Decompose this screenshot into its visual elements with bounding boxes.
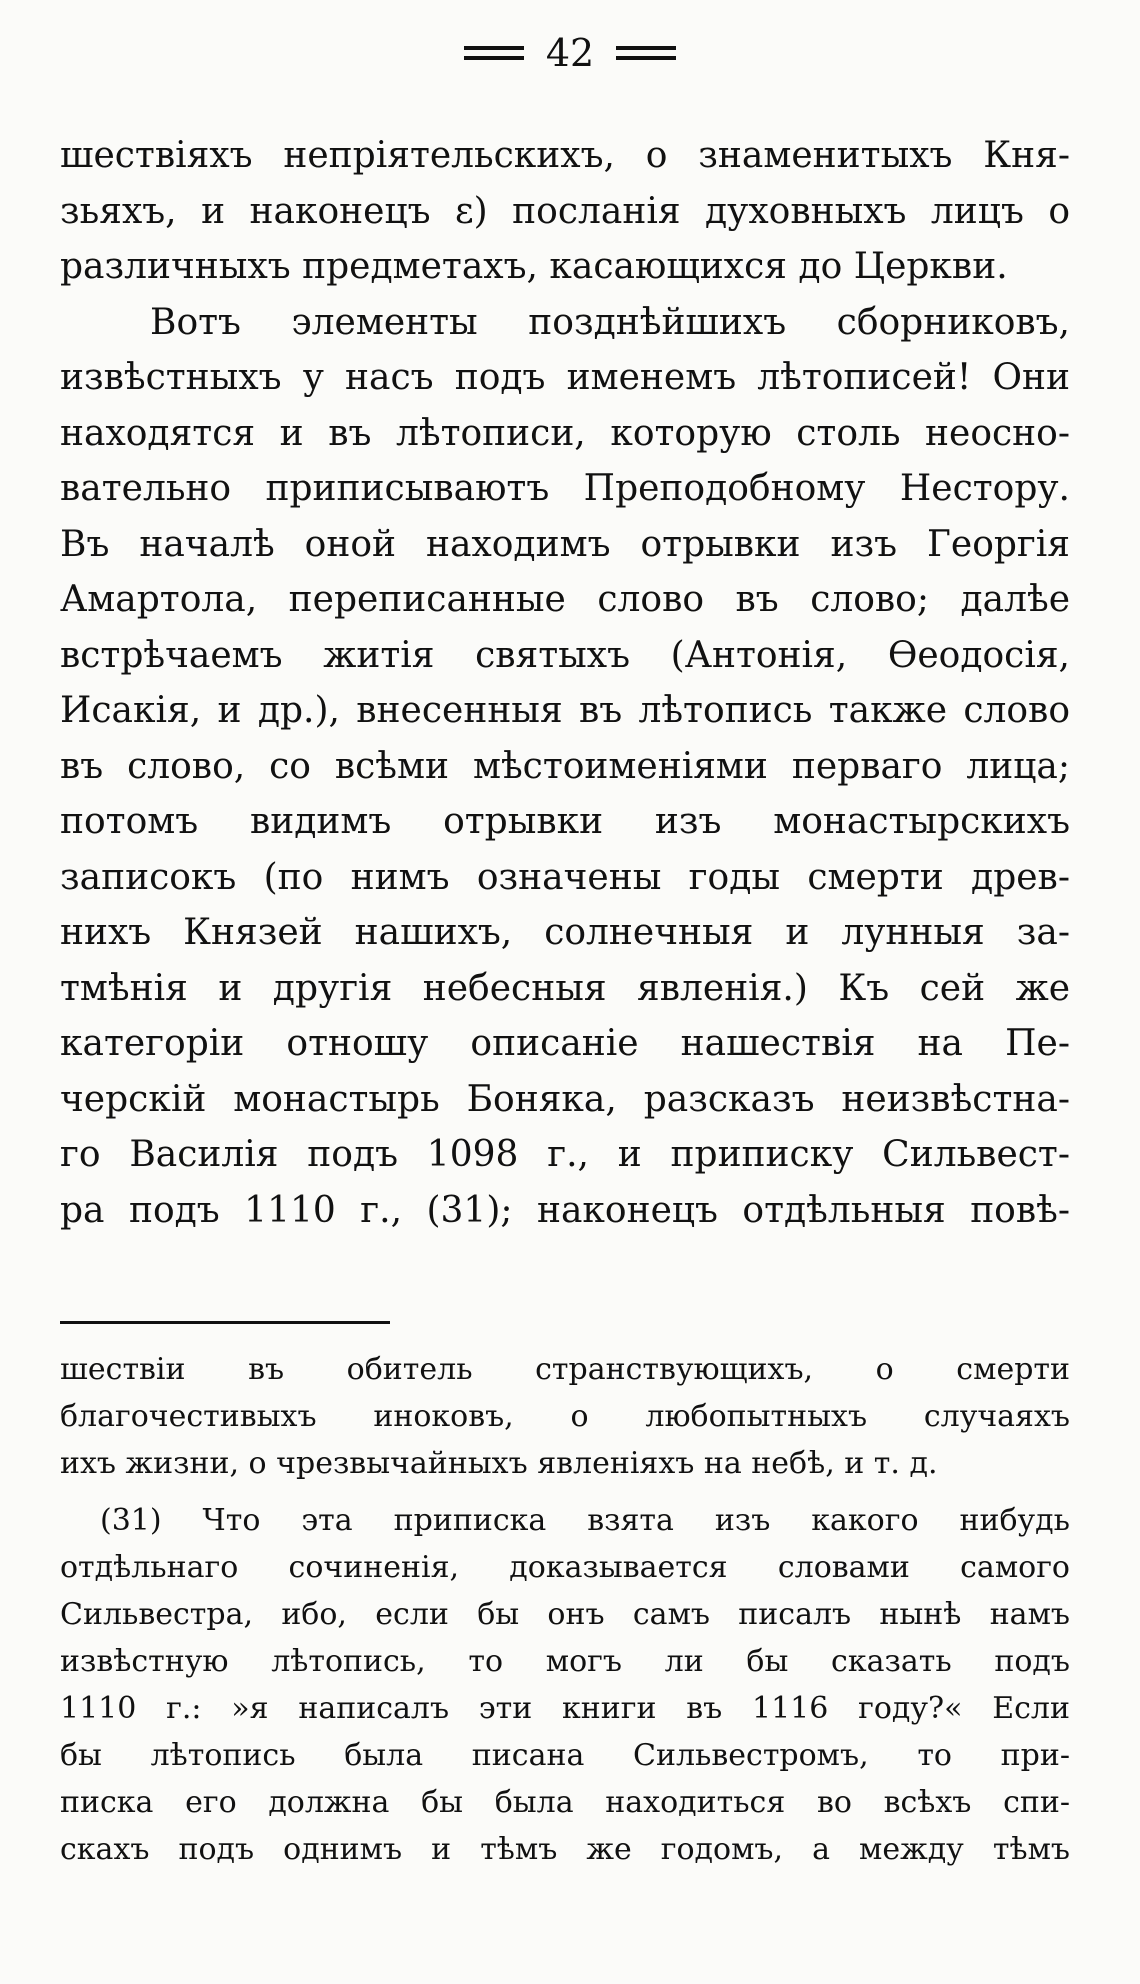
- footnote-line: ихъ жизни, о чрезвычайныхъ явленіяхъ на небѣ, и т. д.: [60, 1446, 938, 1481]
- page-number: 42: [545, 31, 595, 75]
- text-line: ра подъ 1110 г., (31); наконецъ отдѣльныя повѣ-: [60, 1189, 1070, 1231]
- text-line: находятся и въ лѣтописи, которую столь неосно-: [60, 412, 1070, 454]
- note-spacer: [60, 1487, 1070, 1497]
- page-header: [0, 28, 1140, 78]
- header-rule-right: [616, 46, 676, 60]
- text-line: тмѣнія и другія небесныя явленія.) Къ сей же: [60, 967, 1070, 1009]
- text-line: Амартола, переписанные слово въ слово; далѣе: [60, 579, 1070, 620]
- footnote-line: благочестивыхъ иноковъ, о любопытныхъ случаяхъ: [60, 1399, 1070, 1434]
- header-rule-left: [464, 46, 524, 60]
- note-31-line: отдѣльнаго сочиненія, доказывается словами самого: [60, 1550, 1070, 1585]
- text-line: нихъ Князей нашихъ, солнечныя и лунныя за-: [60, 912, 1070, 953]
- footnote-line: шествіи въ обитель странствующихъ, о смерти: [60, 1352, 1070, 1387]
- text-line: Въ началѣ оной находимъ отрывки изъ Георгія: [60, 523, 1070, 565]
- note-31-line: 1110 г.: »я написалъ эти книги въ 1116 году?« Если: [60, 1691, 1070, 1726]
- note-31-line: бы лѣтопись была писана Сильвестромъ, то при-: [60, 1738, 1070, 1773]
- text-line: потомъ видимъ отрывки изъ монастырскихъ: [60, 801, 1070, 842]
- footnote-separator: [60, 1321, 390, 1324]
- text-line: вательно приписываютъ Преподобному Нестору.: [60, 468, 1070, 509]
- text-line: въ слово, со всѣми мѣстоименіями перваго лица;: [60, 745, 1070, 787]
- text-line: извѣстныхъ у насъ подъ именемъ лѣтописей! Они: [60, 357, 1070, 398]
- main-text: [60, 128, 1070, 1238]
- note-31-line: писка его должна бы была находиться во всѣхъ спи-: [60, 1785, 1070, 1820]
- footnotes: [60, 1346, 1070, 1873]
- text-line: записокъ (по нимъ означены годы смерти древ-: [60, 856, 1070, 898]
- note-31-line: Сильвестра, ибо, если бы онъ самъ писалъ нынѣ намъ: [60, 1597, 1070, 1632]
- text-line: го Василія подъ 1098 г., и приписку Сильвест-: [60, 1134, 1070, 1175]
- text-line: встрѣчаемъ житія святыхъ (Антонія, Ѳеодосія,: [60, 634, 1070, 676]
- text-line: шествіяхъ непріятельскихъ, о знаменитыхъ Кня-: [60, 135, 1070, 176]
- note-31-line: (31) Что эта приписка взята изъ какого нибудь: [100, 1503, 1070, 1538]
- text-line: Исакія, и др.), внесенныя въ лѣтопись также слово: [60, 690, 1070, 731]
- note-31-line: скахъ подъ однимъ и тѣмъ же годомъ, а между тѣмъ: [60, 1832, 1070, 1867]
- text-line: Вотъ элементы позднѣйшихъ сборниковъ,: [150, 301, 1070, 343]
- text-line: различныхъ предметахъ, касающихся до Церкви.: [60, 246, 1008, 287]
- note-31-line: извѣстную лѣтопись, то могъ ли бы сказать подъ: [60, 1644, 1070, 1679]
- text-line: категоріи отношу описаніе нашествія на Пе-: [60, 1023, 1070, 1064]
- text-line: черскій монастырь Боняка, разсказъ неизвѣстна-: [60, 1078, 1070, 1120]
- text-line: зьяхъ, и наконецъ ε) посланія духовныхъ лицъ о: [60, 190, 1070, 232]
